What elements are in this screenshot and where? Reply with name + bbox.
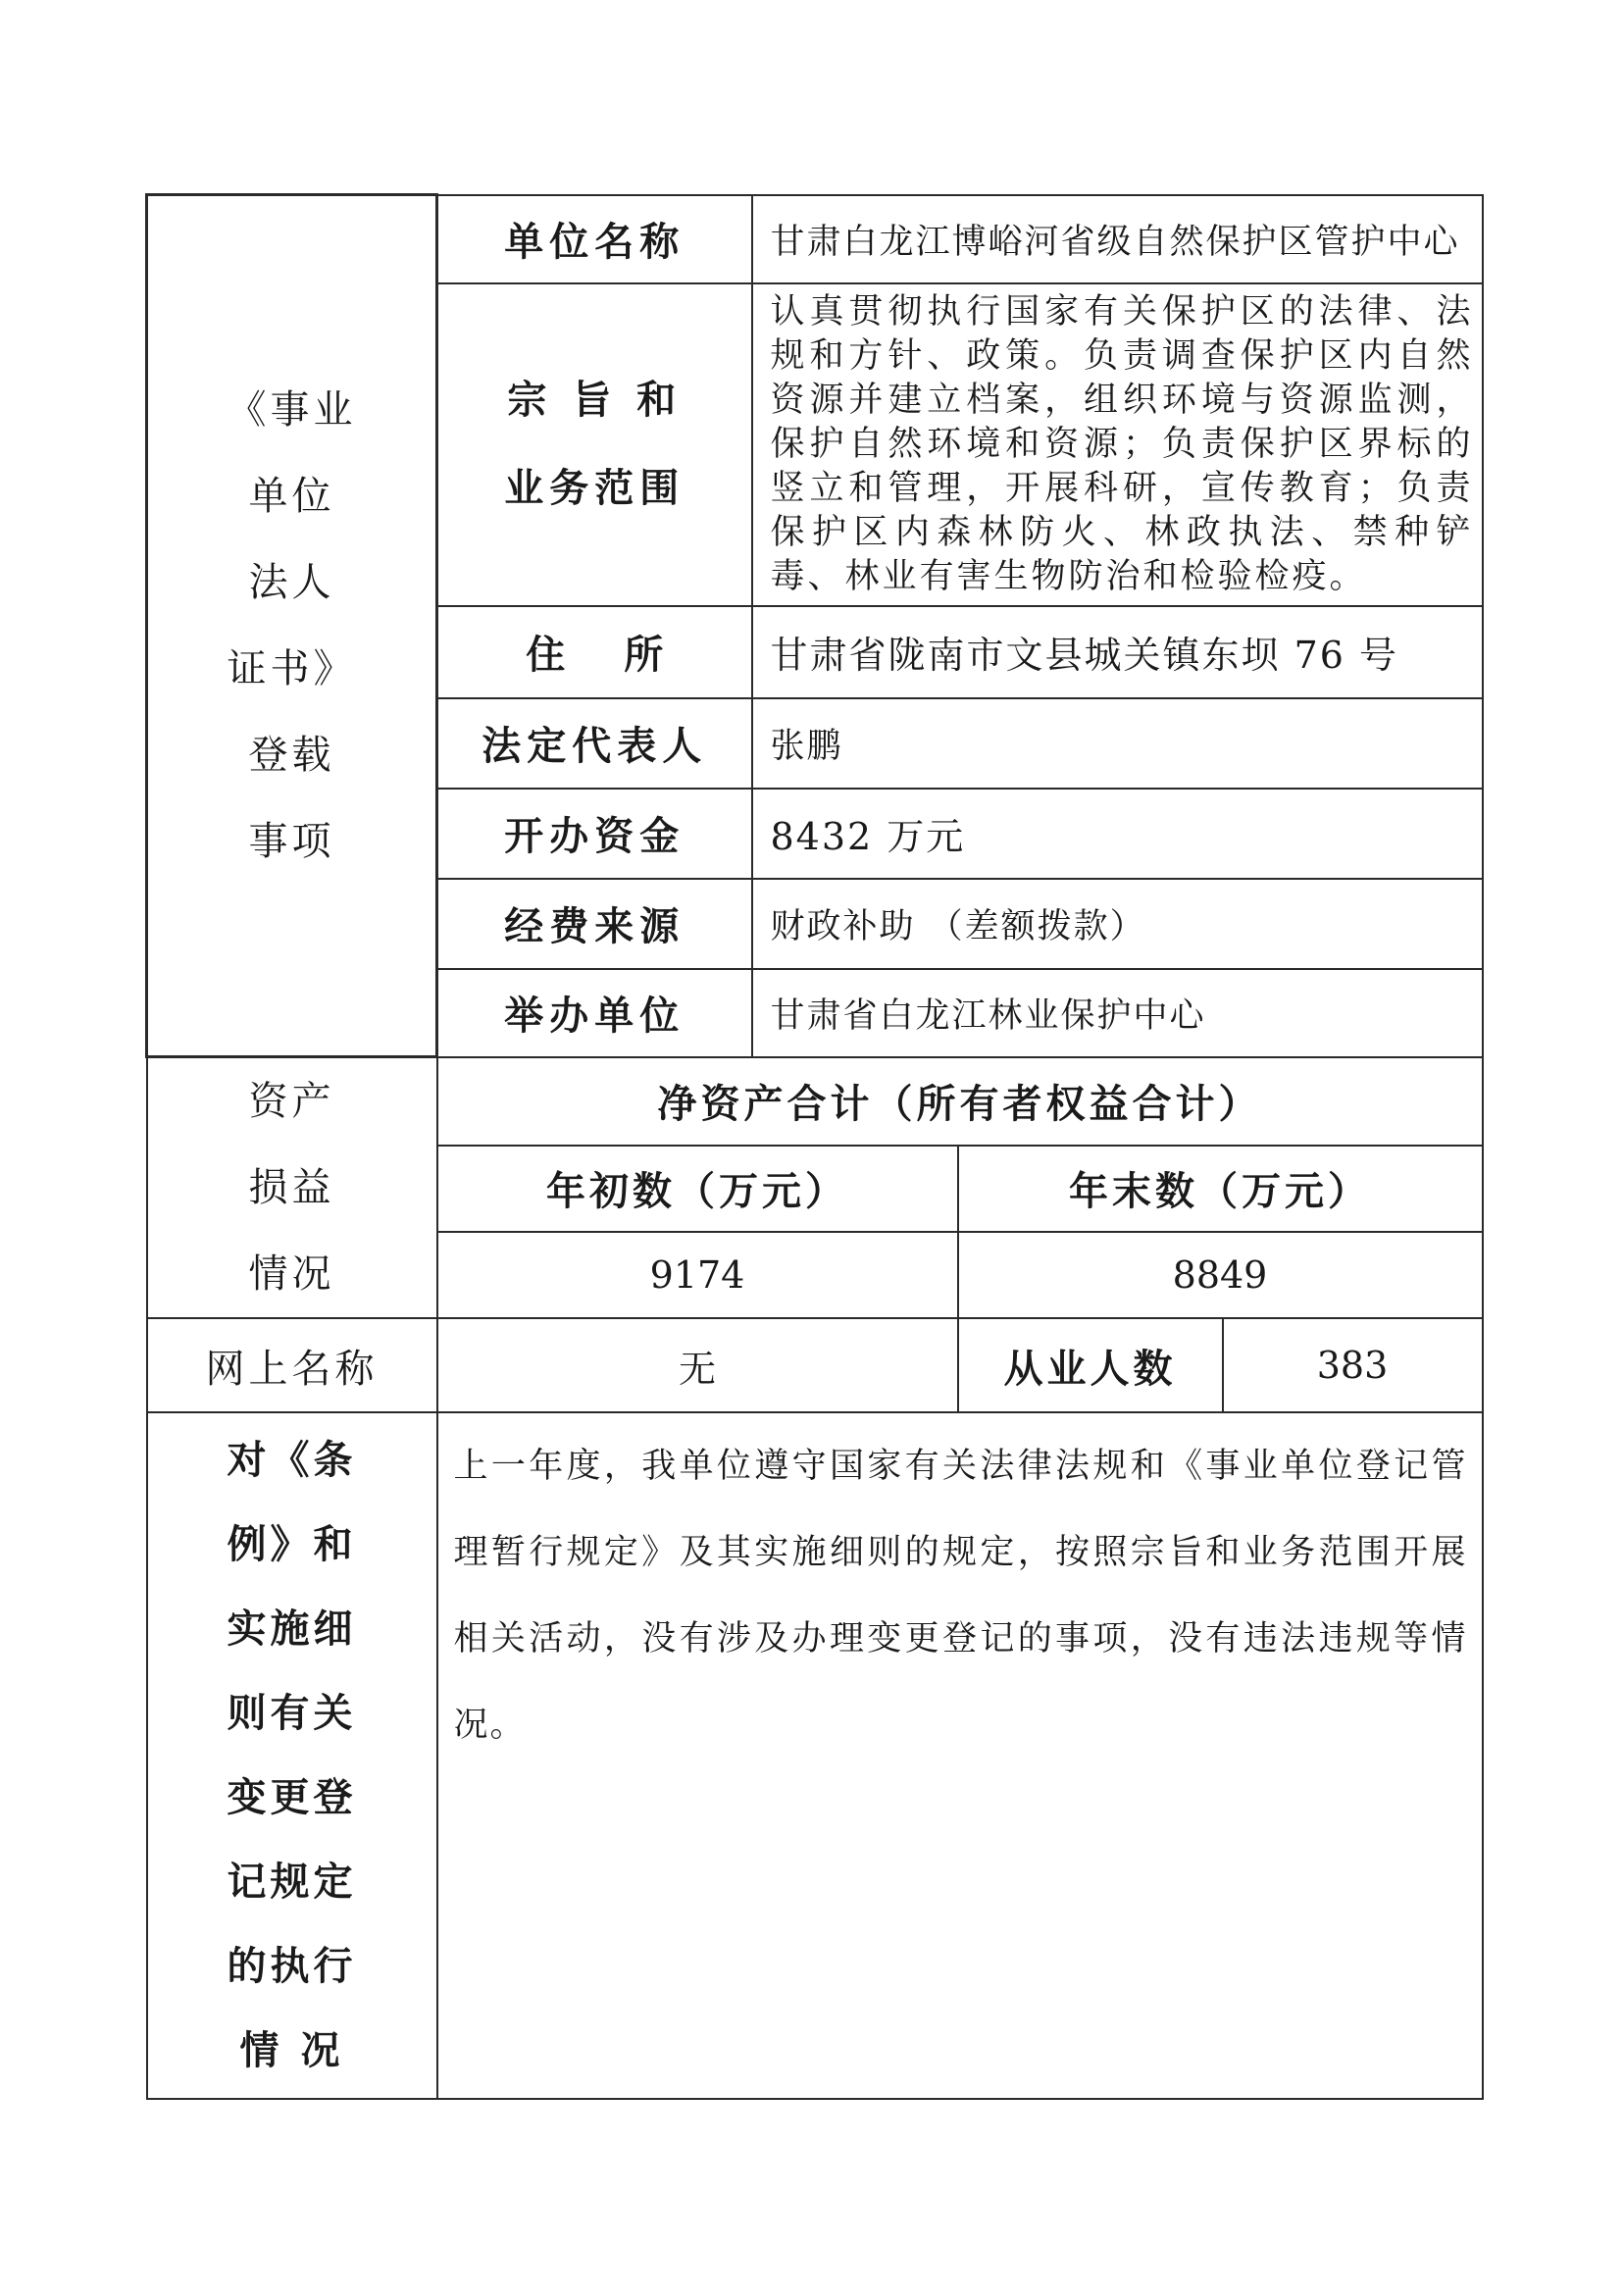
registration-label-line: 事项 <box>248 819 335 864</box>
assets-label-line: 情况 <box>248 1251 335 1297</box>
purpose-label <box>437 283 752 606</box>
registration-label-line: 登载 <box>248 733 335 778</box>
legal-rep-value: 张鹏 <box>752 698 1483 789</box>
assets-label-line: 资产 <box>248 1079 335 1124</box>
assets-section-label <box>147 1057 437 1319</box>
compliance-label-line: 的执行 <box>227 1944 357 1989</box>
compliance-section-label <box>147 1412 437 2099</box>
registration-label-line: 单位 <box>248 474 335 519</box>
compliance-label-line: 则有关 <box>227 1691 357 1736</box>
begin-year-label: 年初数（万元） <box>437 1146 958 1232</box>
begin-year-value: 9174 <box>437 1232 958 1318</box>
compliance-label-line: 例》和 <box>227 1522 357 1567</box>
compliance-label-line: 实施细 <box>227 1607 357 1652</box>
address-value: 甘肃省陇南市文县城关镇东坝 76 号 <box>752 606 1483 698</box>
purpose-value: 认真贯彻执行国家有关保护区的法律、法规和方针、政策。负责调查保护区内自然资源并建立档案，组织环境与资源监测，保护自然环境和资源；负责保护区界标的竖立和管理，开展科研，宣传教育；负责保护区内森林防火、林政执法、禁种铲毒、林业有害生物防治和检验检疫。 <box>752 283 1483 606</box>
legal-rep-label: 法定代表人 <box>437 698 752 789</box>
registration-label-line: 《事业 <box>227 387 357 433</box>
online-name-value: 无 <box>437 1318 958 1412</box>
sponsor-label: 举办单位 <box>437 969 752 1057</box>
compliance-statement: 上一年度，我单位遵守国家有关法律法规和《事业单位登记管理暂行规定》及其实施细则的规定，按照宗旨和业务范围开展相关活动，没有涉及办理变更登记的事项，没有违法违规等情况。 <box>437 1412 1483 2099</box>
staff-count-value: 383 <box>1223 1318 1483 1412</box>
online-name-label: 网上名称 <box>147 1318 437 1412</box>
purpose-label-line2: 业务范围 <box>504 466 685 511</box>
staff-count-label: 从业人数 <box>958 1318 1223 1412</box>
end-year-value: 8849 <box>958 1232 1483 1318</box>
net-assets-header: 净资产合计（所有者权益合计） <box>437 1057 1483 1146</box>
compliance-label-line: 变更登 <box>227 1775 357 1820</box>
purpose-label-line1: 宗 旨 和 <box>507 378 683 423</box>
funding-value: 财政补助 （差额拨款） <box>752 879 1483 969</box>
sponsor-value: 甘肃省白龙江林业保护中心 <box>752 969 1483 1057</box>
unit-name-label: 单位名称 <box>437 195 752 283</box>
capital-value: 8432 万元 <box>752 789 1483 879</box>
unit-name-value: 甘肃白龙江博峪河省级自然保护区管护中心 <box>752 195 1483 283</box>
funding-label: 经费来源 <box>437 879 752 969</box>
address-label: 住所 <box>437 606 752 698</box>
registration-label-line: 法人 <box>248 560 335 605</box>
end-year-label: 年末数（万元） <box>958 1146 1483 1232</box>
compliance-label-line: 情 况 <box>239 2028 344 2073</box>
compliance-label-line: 记规定 <box>227 1860 357 1905</box>
annual-report-table <box>145 193 1484 2100</box>
capital-label: 开办资金 <box>437 789 752 879</box>
registration-label-line: 证书》 <box>227 646 357 691</box>
assets-label-line: 损益 <box>248 1165 335 1210</box>
compliance-label-line: 对《条 <box>227 1438 357 1483</box>
registration-section-label <box>147 195 437 1057</box>
